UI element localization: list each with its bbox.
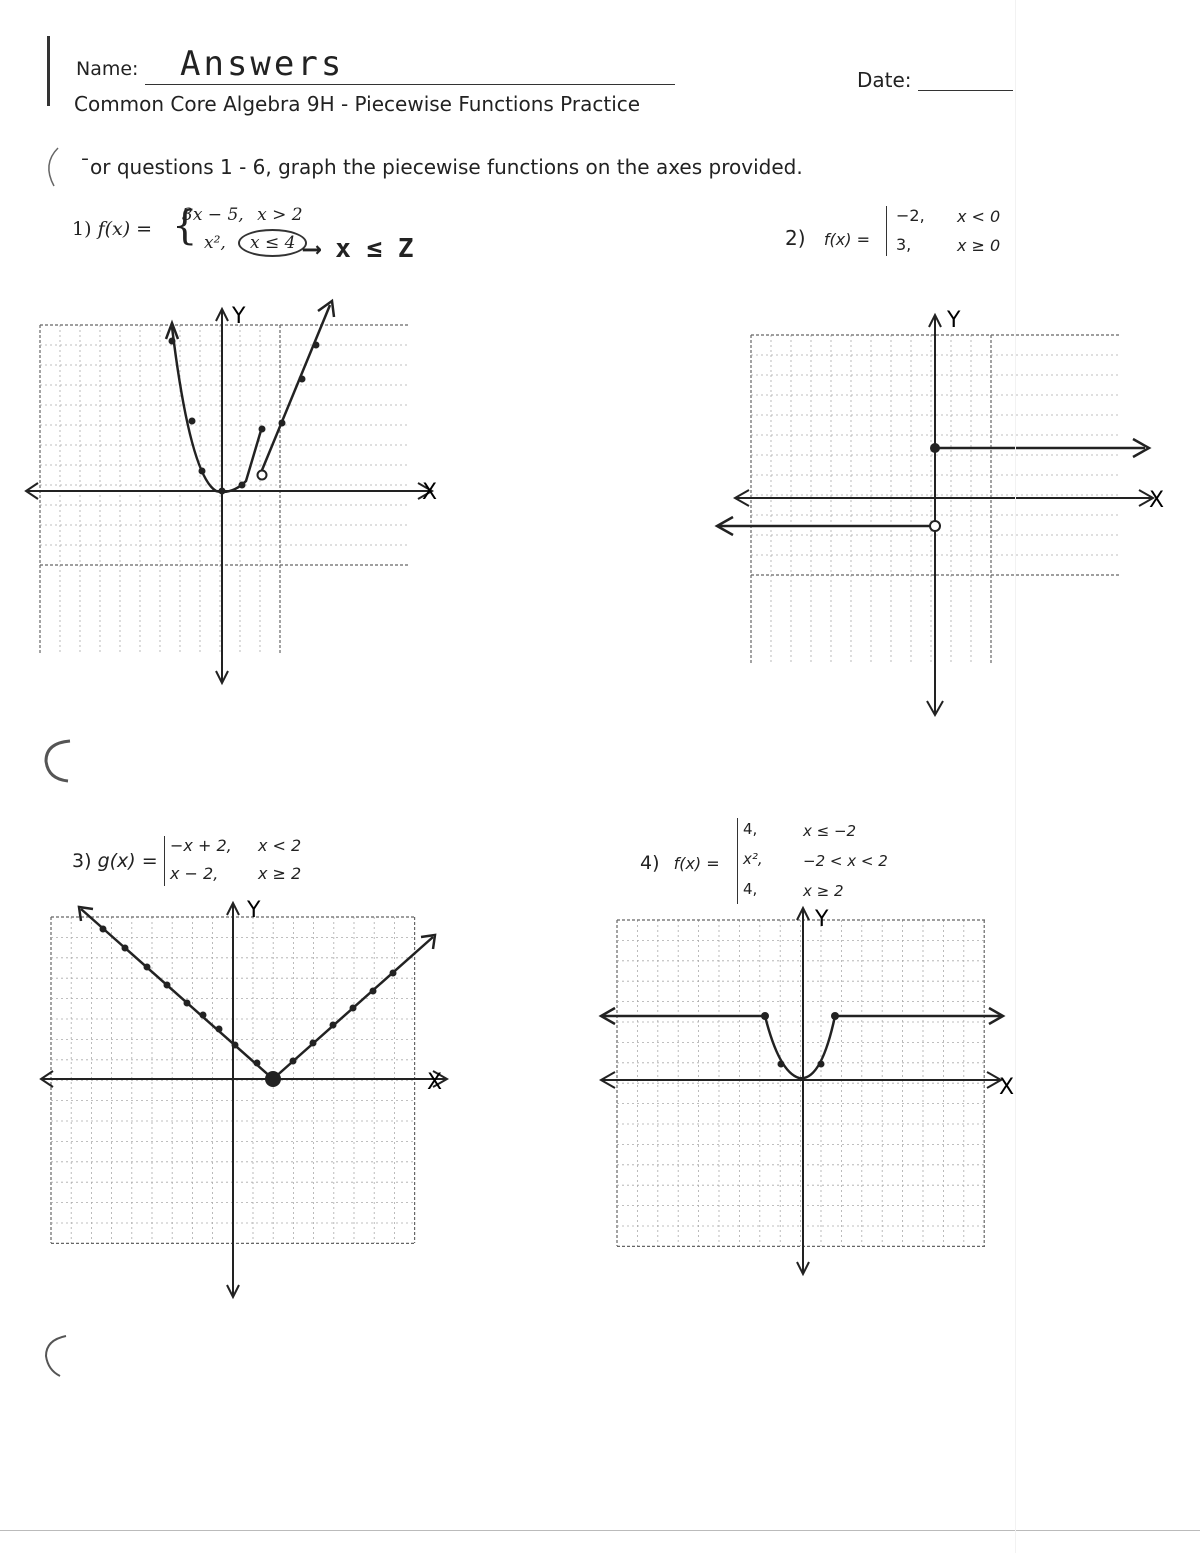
- graph-1: [20, 295, 450, 690]
- graph-3-y-label: Y: [247, 898, 261, 923]
- graph-3-points: [100, 926, 397, 1067]
- graph-2: [705, 305, 1170, 725]
- graph-2-open-point: [930, 521, 940, 531]
- problem-4-case-3-cond: x ≥ 2: [803, 882, 844, 900]
- problem-2-number: 2): [785, 226, 806, 250]
- graph-3-x-axis: [41, 1071, 447, 1087]
- graph-1-point: [259, 426, 266, 433]
- graph-1-point: [279, 420, 286, 427]
- graph-1-points: [169, 338, 320, 495]
- problem-1-case-1: [182, 205, 303, 225]
- binder-hole-middle: [36, 735, 81, 785]
- graph-4: [595, 900, 1025, 1285]
- graph-3-point: [122, 945, 129, 952]
- problem-2-lhs: f(x) =: [823, 230, 870, 249]
- graph-4-point: [761, 1012, 769, 1020]
- problem-3-case-2-cond: x ≥ 2: [258, 864, 302, 883]
- problem-2-case-2-expr: 3,: [896, 235, 912, 254]
- problem-1-lhs: f(x) =: [97, 218, 153, 240]
- problem-3-number: 3): [72, 850, 92, 872]
- binder-hole-bottom: [36, 1330, 81, 1380]
- problem-2-label: [785, 226, 870, 250]
- problem-2-case-1-cond: x < 0: [957, 207, 1001, 226]
- graph-1-point: [219, 488, 226, 495]
- graph-4-grid: [617, 920, 985, 1246]
- page-margin-bar: [47, 36, 50, 106]
- graph-4-point: [778, 1061, 785, 1068]
- name-field[interactable]: Answers: [180, 44, 345, 84]
- problem-1-number: 1): [72, 218, 92, 240]
- problem-2-case-1-expr: −2,: [896, 206, 925, 225]
- problem-2-case-2-cond: x ≥ 0: [957, 236, 1001, 255]
- graph-3-point: [232, 1042, 239, 1049]
- problem-4-label: [640, 852, 720, 874]
- graph-4-segment-left: [601, 1008, 765, 1024]
- problem-4-lhs: f(x) =: [673, 854, 720, 873]
- problem-3-case-2-expr: x − 2,: [170, 864, 219, 883]
- graph-3-point: [216, 1026, 223, 1033]
- graph-4-point: [831, 1012, 839, 1020]
- graph-1-x-label: X: [422, 480, 438, 505]
- problem-1-label: [72, 218, 152, 240]
- graph-1-point: [169, 338, 176, 345]
- graph-4-y-label: Y: [815, 907, 829, 932]
- graph-3-point: [310, 1040, 317, 1047]
- name-underline: [145, 84, 675, 85]
- scan-edge-bottom: [0, 1530, 1200, 1531]
- name-label: Name:: [76, 58, 139, 80]
- graph-3: [35, 895, 455, 1305]
- problem-4-number: 4): [640, 852, 660, 874]
- problem-2-case-2: [896, 235, 911, 254]
- problem-3-case-1-expr: −x + 2,: [170, 836, 232, 855]
- graph-2-y-label: Y: [947, 308, 961, 333]
- problem-2-case-1: [896, 206, 925, 225]
- graph-1-open-point: [258, 471, 267, 480]
- graph-3-x-label: X: [427, 1070, 443, 1095]
- problem-4-case-2-cond: −2 < x < 2: [803, 852, 888, 870]
- graph-2-closed-point: [930, 443, 940, 453]
- graph-4-point: [818, 1061, 825, 1068]
- problem-1-case-2: [204, 233, 226, 253]
- problem-3-lhs: g(x) =: [97, 850, 158, 872]
- problem-4-case-1-expr: 4,: [743, 820, 758, 838]
- graph-2-x-axis: [735, 490, 1153, 506]
- graph-3-point: [290, 1058, 297, 1065]
- problem-1-case-2-cond-circled: [238, 229, 307, 257]
- graph-3-point: [350, 1005, 357, 1012]
- graph-3-y-axis: [227, 903, 239, 1297]
- graph-1-point: [299, 376, 306, 383]
- graph-1-line: [260, 301, 334, 475]
- graph-4-parabola: [765, 1016, 835, 1078]
- graph-4-x-label: X: [999, 1075, 1015, 1100]
- graph-1-point: [189, 418, 196, 425]
- graph-3-vertex-point: [265, 1071, 281, 1087]
- date-label: Date:: [857, 68, 912, 92]
- graph-4-y-axis: [797, 908, 809, 1274]
- problem-3-case-1-cond: x < 2: [258, 836, 302, 855]
- graph-2-segment-left: [717, 517, 931, 535]
- problem-1-case-1-expr: 3x − 5,: [182, 205, 244, 225]
- graph-3-point: [164, 982, 171, 989]
- problem-4-case-2-expr: x²,: [743, 850, 763, 868]
- problem-1-case-2-expr: x²,: [204, 233, 226, 253]
- problem-3-label: [72, 850, 158, 872]
- scan-edge-right: [1015, 0, 1016, 1553]
- problem-1-case-2-cond: x ≤ 4: [250, 233, 296, 253]
- problem-1-correction: ⟶ x ≤ Z: [304, 234, 414, 264]
- graph-3-point: [254, 1060, 261, 1067]
- worksheet-subtitle: Common Core Algebra 9H - Piecewise Functions Practice: [74, 92, 641, 116]
- graph-1-y-label: Y: [232, 304, 246, 329]
- problem-4-case-3-expr: 4,: [743, 880, 758, 898]
- graph-3-point: [184, 1000, 191, 1007]
- graph-4-segment-right: [835, 1008, 1003, 1024]
- problem-1-case-1-cond: x > 2: [257, 205, 303, 225]
- problem-4-case-1-cond: x ≤ −2: [803, 822, 857, 840]
- problem-2-brace: [886, 206, 893, 256]
- binder-hole-top: [36, 142, 66, 192]
- graph-3-point: [144, 964, 151, 971]
- graph-3-point: [370, 988, 377, 995]
- graph-1-point: [313, 342, 320, 349]
- graph-3-point: [100, 926, 107, 933]
- graph-3-point: [330, 1022, 337, 1029]
- graph-1-point: [199, 468, 206, 475]
- date-field[interactable]: [918, 90, 1013, 91]
- instructions: ˉor questions 1 - 6, graph the piecewise functions on the axes provided.: [80, 155, 803, 179]
- problem-1-brace: {: [172, 203, 198, 249]
- graph-3-point: [390, 970, 397, 977]
- graph-1-point: [239, 482, 246, 489]
- graph-3-point: [200, 1012, 207, 1019]
- graph-2-x-label: X: [1149, 488, 1165, 513]
- graph-3-line-left: [79, 907, 273, 1079]
- graph-2-y-axis: [927, 315, 943, 715]
- graph-2-segment-right: [935, 439, 1149, 457]
